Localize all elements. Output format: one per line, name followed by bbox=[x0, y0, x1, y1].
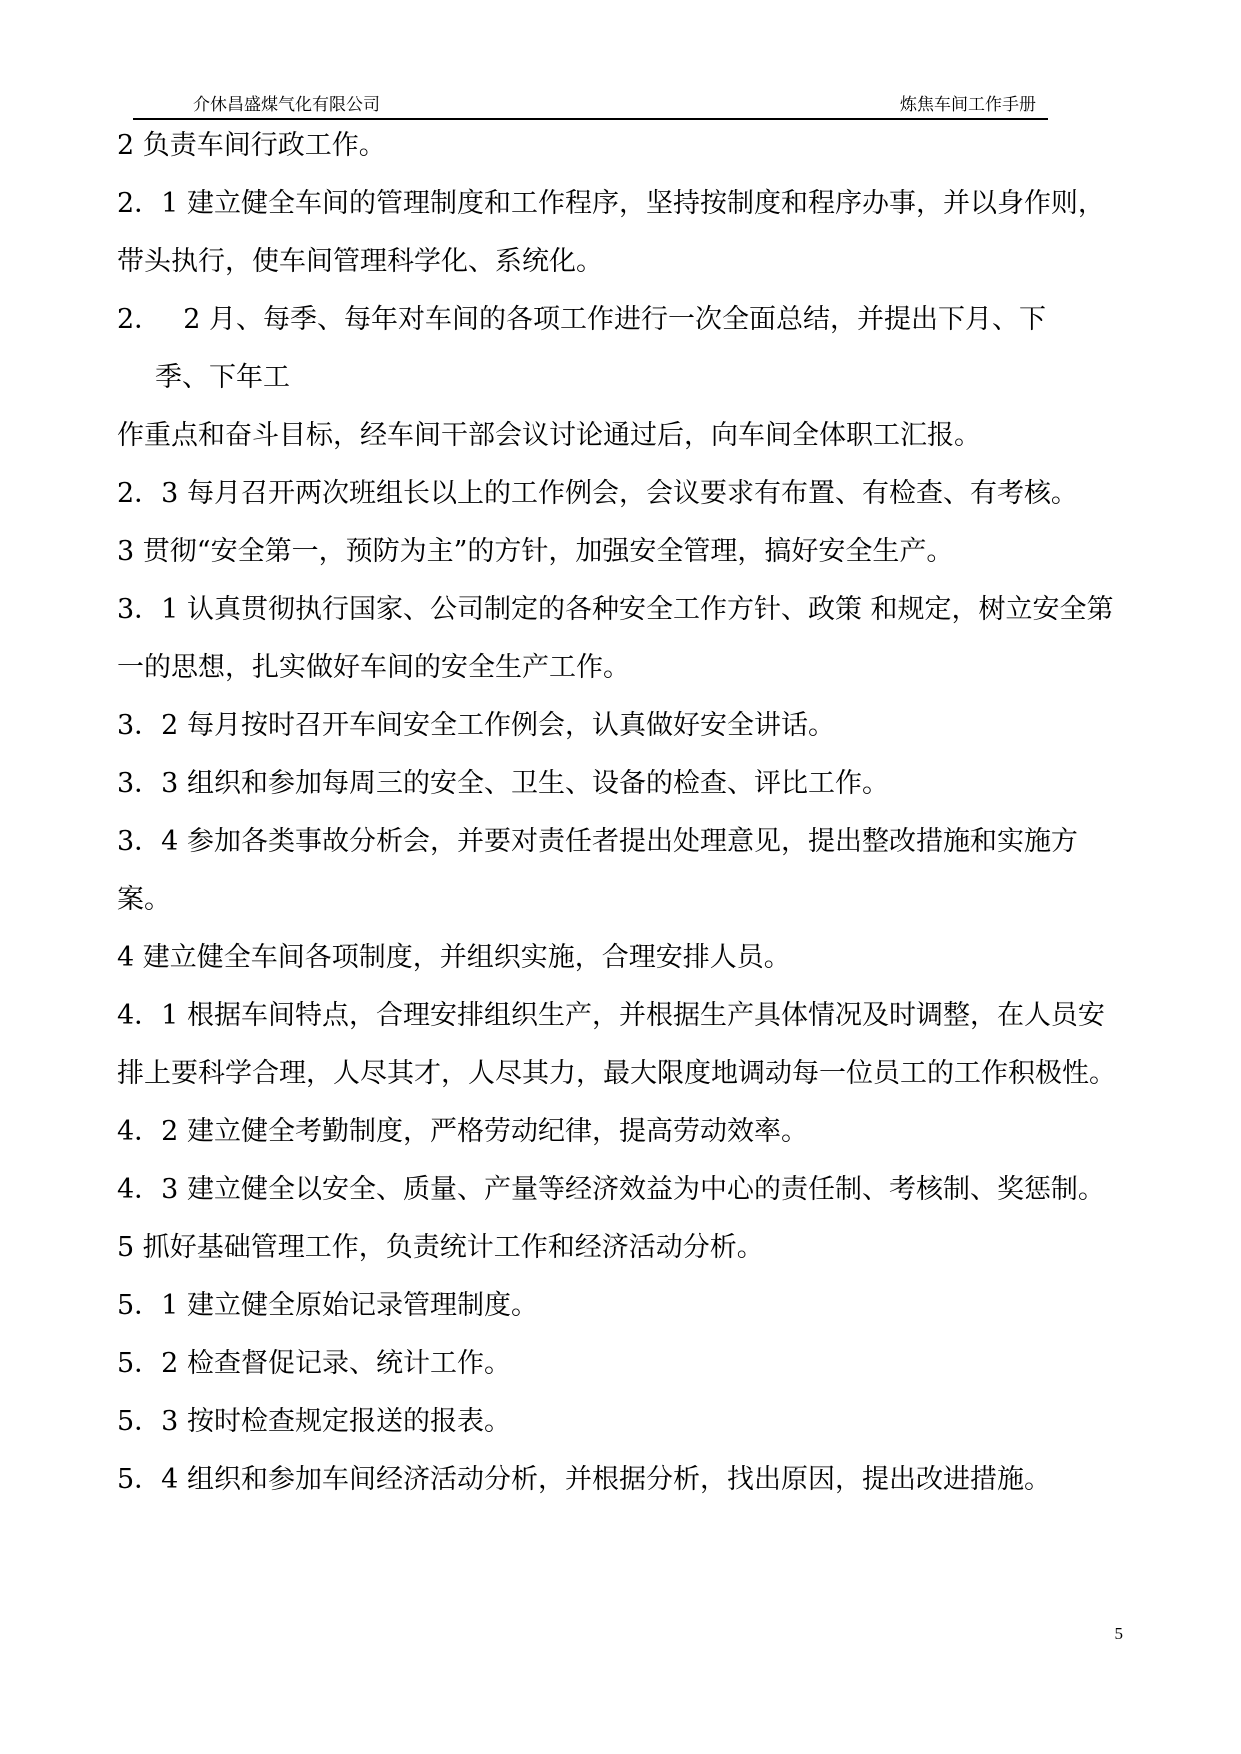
paragraph-5-1: 5．1 建立健全原始记录管理制度。 bbox=[117, 1290, 538, 1321]
paragraph-3-4: 3．4 参加各类事故分析会，并要对责任者提出处理意见，提出整改措施和实施方案。 bbox=[117, 826, 1078, 915]
paragraph-2-2-continued: 季、下年工 bbox=[155, 362, 290, 393]
paragraph-4-1: 4．1 根据车间特点，合理安排组织生产，并根据生产具体情况及时调整，在人员安排上要科学合理，人尽其才，人尽其力，最大限度地调动每一位员工的工作积极性。 bbox=[117, 1000, 1116, 1089]
paragraph-3: 3 贯彻“安全第一，预防为主”的方针，加强安全管理，搞好安全生产。 bbox=[117, 536, 954, 567]
paragraph-3-3: 3．3 组织和参加每周三的安全、卫生、设备的检查、评比工作。 bbox=[117, 768, 889, 799]
paragraph-3-2: 3．2 每月按时召开车间安全工作例会，认真做好安全讲话。 bbox=[117, 710, 835, 741]
paragraph-5-4: 5．4 组织和参加车间经济活动分析，并根据分析，找出原因，提出改进措施。 bbox=[117, 1464, 1051, 1495]
document-body bbox=[117, 117, 1129, 1509]
paragraph-2-2: 2． 2 月、每季、每年对车间的各项工作进行一次全面总结，并提出下月、下 bbox=[117, 304, 1047, 335]
page-header bbox=[133, 86, 1048, 120]
paragraph-2-1: 2．1 建立健全车间的管理制度和工作程序，坚持按制度和程序办事，并以身作则，带头执行，使车间管理科学化、系统化。 bbox=[117, 188, 1105, 277]
company-name: 介休昌盛煤气化有限公司 bbox=[193, 95, 380, 114]
page-number: 5 bbox=[1114, 1624, 1123, 1643]
paragraph-4: 4 建立健全车间各项制度，并组织实施，合理安排人员。 bbox=[117, 942, 791, 973]
paragraph-4-3: 4．3 建立健全以安全、质量、产量等经济效益为中心的责任制、考核制、奖惩制。 bbox=[117, 1174, 1105, 1205]
paragraph-5-3: 5．3 按时检查规定报送的报表。 bbox=[117, 1406, 511, 1437]
paragraph-2-3: 2．3 每月召开两次班组长以上的工作例会，会议要求有布置、有检查、有考核。 bbox=[117, 478, 1078, 509]
paragraph-2-2-continued-2: 作重点和奋斗目标，经车间干部会议讨论通过后，向车间全体职工汇报。 bbox=[117, 420, 981, 451]
paragraph-4-2: 4．2 建立健全考勤制度，严格劳动纪律，提高劳动效率。 bbox=[117, 1116, 808, 1147]
paragraph-3-1: 3．1 认真贯彻执行国家、公司制定的各种安全工作方针、政策 和规定，树立安全第一的思想，扎实做好车间的安全生产工作。 bbox=[117, 594, 1114, 683]
paragraph-5: 5 抓好基础管理工作，负责统计工作和经济活动分析。 bbox=[117, 1232, 764, 1263]
paragraph-2: 2 负责车间行政工作。 bbox=[117, 130, 386, 161]
manual-title: 炼焦车间工作手册 bbox=[900, 95, 1036, 114]
paragraph-5-2: 5．2 检查督促记录、统计工作。 bbox=[117, 1348, 511, 1379]
